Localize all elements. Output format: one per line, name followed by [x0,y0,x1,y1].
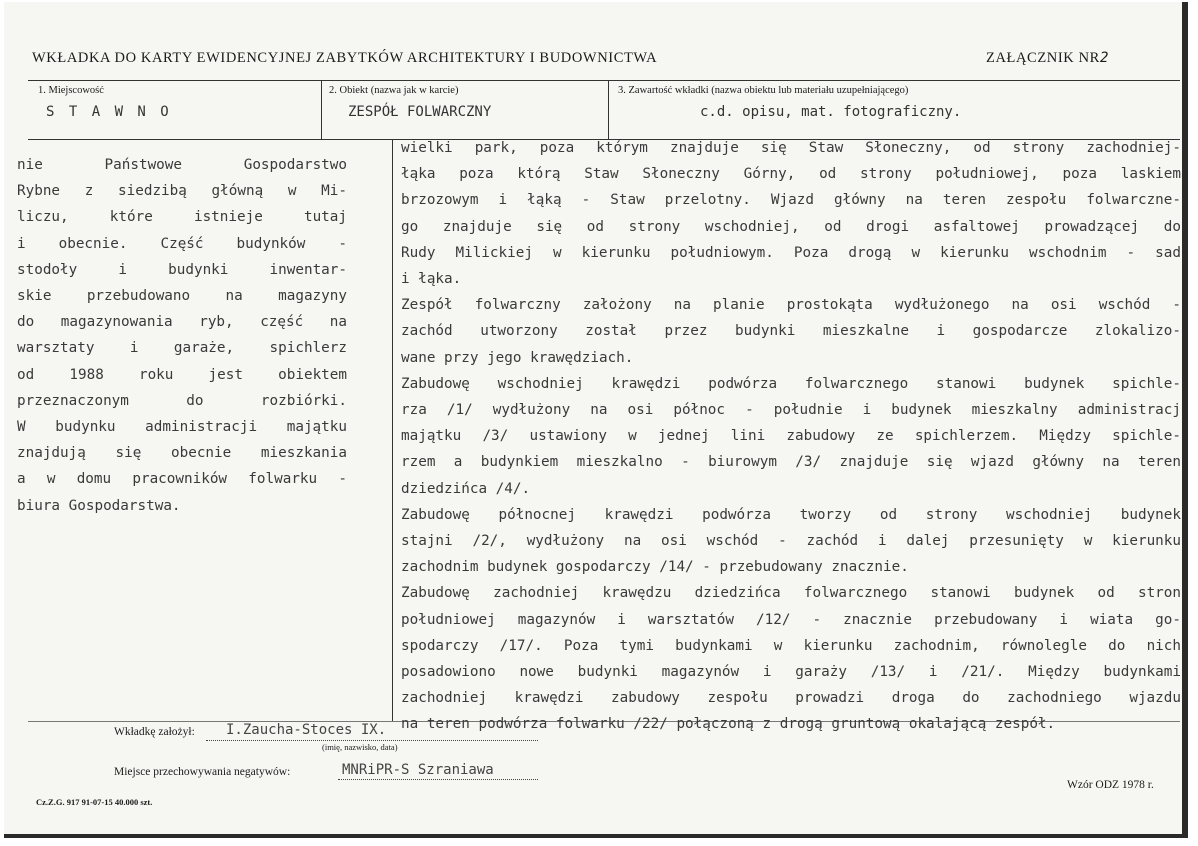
field-object-value: ZESPÓŁ FOLWARCZNY [348,104,492,120]
field-content-value: c.d. opisu, mat. fotograficzny. [700,104,962,120]
author-value: I.Zaucha-Stoces IX. [226,722,387,738]
left-text-line: liczu, które istnieje tutaj [17,209,347,226]
left-text-line: warsztaty i garaże, spichlerz [17,340,347,357]
author-label: Wkładkę założył: [114,726,195,738]
left-text-line: Rybne z siedzibą główną w Mi- [17,183,347,200]
right-text-line: Zespół folwarczny założony na planie prostokąta wydłużonego na osi wschód - [401,297,1181,314]
field-divider-1 [321,80,322,140]
right-text-line: Zabudowę północnej krawędzi podwórza tworzy od strony wschodniej budynek [401,506,1181,523]
right-text-line: Rudy Milickiej w kierunku południowym. Poza drogą w kierunku wschodnim - sad [401,244,1181,261]
right-text-line: majątku /3/ ustawiony w jednej lini zabudowy ze spichlerzem. Między spichle- [401,428,1181,445]
left-text-line: stodoły i budynki inwentar- [17,261,347,278]
right-text-line: posadowiono nowe budynki magazynów i garaży /13/ i /21/. Między budynkami [401,664,1181,680]
left-text-line: i obecnie. Część budynków - [17,235,347,252]
right-text-line: i łąka. [401,271,462,287]
print-code: Cz.Z.G. 917 91-07-15 40.000 szt. [36,797,153,807]
right-text-line: rzem a budynkiem mieszkalno - biurowym /3/ znajduje się wjazd główny na teren [401,454,1181,471]
field-object-label: 2. Obiekt (nazwa jak w karcie) [329,85,459,96]
attachment-number-value: 2 [1099,50,1109,66]
right-text-line: wane przy jego krawędziach. [401,349,634,366]
right-text-line: brzozowym i łąką - Staw przelotny. Wjazd główny na teren zespołu folwarczne- [401,192,1181,209]
left-text-line: od 1988 roku jest obiektem [17,366,347,383]
field-content-label: 3. Zawartość wkładki (nazwa obiektu lub materiału uzupełniającego) [618,85,909,96]
left-text-line: biura Gospodarstwa. [17,497,181,514]
storage-line [338,779,538,780]
left-text-line: W budynku administracji majątku [17,419,347,435]
right-text-line: go znajduje się od strony wschodniej, od drogi asfaltowej prowadzącej do [401,218,1181,235]
right-text-line: łąka poza którą Staw Słoneczny Górny, od strony południowej, poza laskiem [401,166,1181,183]
right-text-line: Zabudowę zachodniej krawędzu dziedzińca folwarcznego stanowi budynek od stron [401,585,1181,602]
left-text-line: do magazynowania ryb, część na [17,314,347,331]
right-text-line: wielki park, poza którym znajduje się Staw Słoneczny, od strony zachodniej- [401,140,1181,156]
storage-value: MNRiPR-S Szraniawa [342,762,494,778]
document-title: WKŁADKA DO KARTY EWIDENCYJNEJ ZABYTKÓW ARCHITEKTURY I BUDOWNICTWA [32,50,658,66]
right-text-line: Zabudowę wschodniej krawędzi podwórza folwarcznego stanowi budynek spichle- [401,375,1181,392]
left-text-line: znajdują się obecnie mieszkania [17,445,347,462]
right-text-line: na teren podwórza folwarku /22/ połączoną z drogą gruntową okalającą zespół. [401,716,1056,733]
right-text-line: południowej magazynów i warsztatów /12/ - znacznie przebudowany i wiata go- [401,611,1181,628]
left-text-line: nie Państwowe Gospodarstwo [17,157,347,173]
field-divider-2 [608,80,609,140]
left-text-line: przeznaczonym do rozbiórki. [17,392,347,409]
field-place-value: S T A W N O [46,104,172,120]
attachment-label: ZAŁĄCZNIK NR [986,50,1100,66]
author-line [206,740,538,741]
form-model: Wzór ODZ 1978 r. [1067,779,1154,791]
author-sub-label: (imię, nazwisko, data) [322,742,398,752]
header-rule [28,80,1180,81]
field-place-label: 1. Miejscowość [38,85,104,96]
left-text-line: skie przebudowano na magazyny [17,288,347,304]
right-text-line: zachodnim budynek gospodarczy /14/ - przebudowany znacznie. [401,559,909,576]
attachment-number [986,50,1109,67]
right-text-line: rza /1/ wydłużony na osi północ - południe i budynek mieszkalny administracj [401,402,1181,418]
column-divider [392,139,393,721]
left-text-line: a w domu pracowników folwarku - [17,471,347,488]
right-text-line: dziedzińca /4/. [401,480,531,497]
right-text-line: spodarczy /17/. Poza tymi budynkami w kierunku zachodnim, równolegle do nich [401,637,1181,654]
right-text-line: stajni /2/, wydłużony na osi wschód - zachód i dalej przesunięty w kierunku [401,533,1181,549]
right-text-line: zachodniej krawędzi zabudowy zespołu prowadzi droga do zachodniego wjazdu [401,690,1181,707]
storage-label: Miejsce przechowywania negatywów: [114,766,291,778]
right-text-line: zachód utworzony został przez budynki mieszkalne i gospodarcze zlokalizo- [401,323,1181,340]
